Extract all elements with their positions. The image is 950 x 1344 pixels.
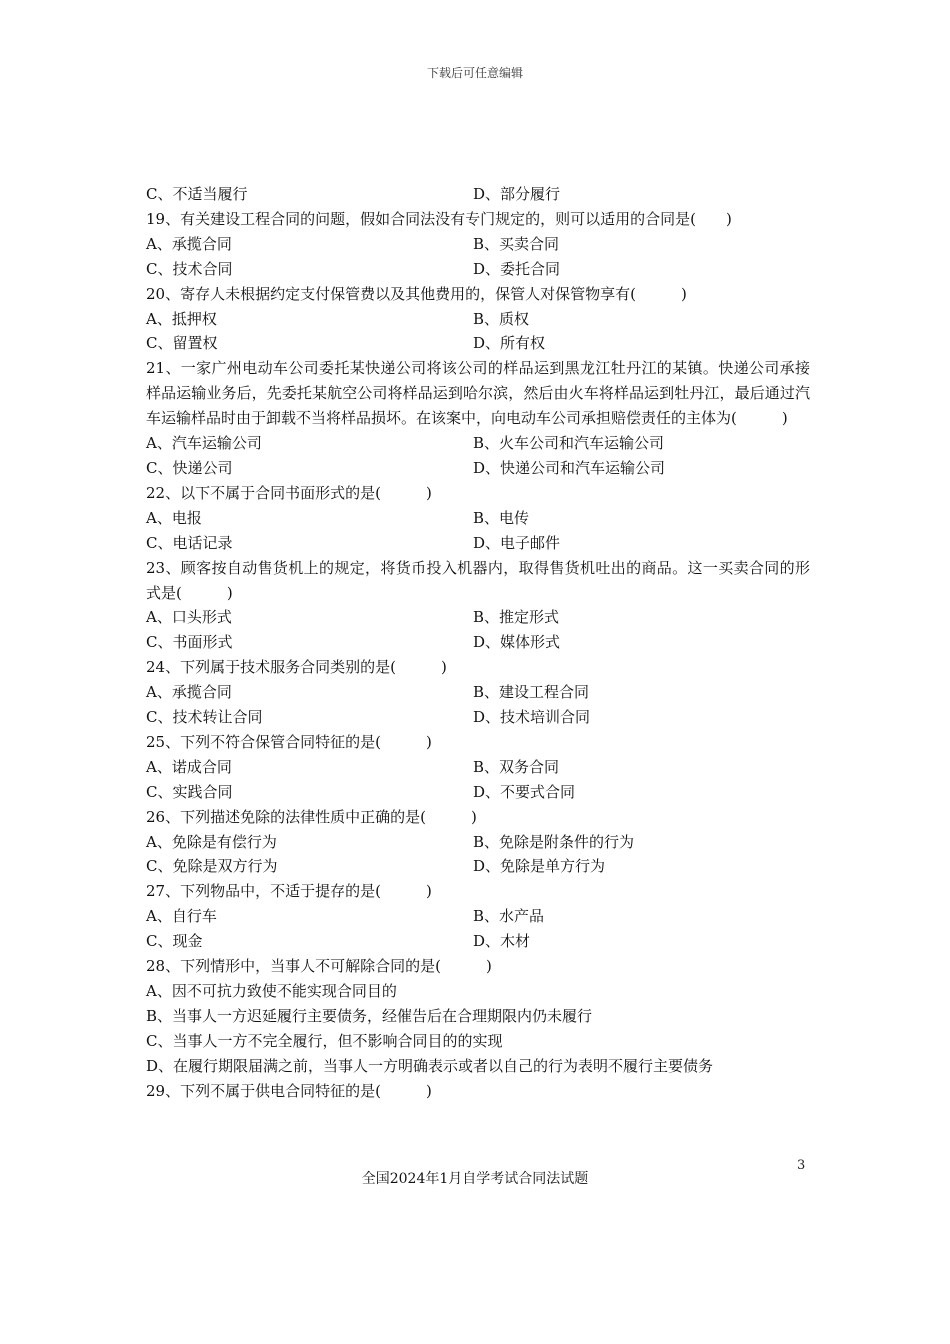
answer-option: C、技术转让合同 (146, 708, 263, 727)
header-note: 下载后可任意编辑 (426, 66, 523, 80)
answer-option: C、技术合同 (146, 259, 233, 278)
option-row (146, 456, 810, 481)
answer-option: B、水产品 (473, 907, 545, 926)
answer-option: D、木材 (473, 932, 531, 951)
option-row (146, 506, 810, 531)
question-text: 20、寄存人未根据约定支付保管费以及其他费用的，保管人对保管物享有( ) (146, 284, 687, 303)
answer-option: D、快递公司和汽车运输公司 (473, 458, 666, 477)
answer-option: A、电报 (146, 508, 202, 527)
answer-option: A、承揽合同 (146, 683, 232, 702)
answer-option: B、火车公司和汽车运输公司 (473, 434, 665, 453)
option-row (146, 257, 810, 282)
option-row (146, 705, 810, 730)
question-text: 26、下列描述免除的法律性质中正确的是( ) (146, 807, 477, 826)
answer-option: A、承揽合同 (146, 234, 232, 253)
answer-option: B、免除是附条件的行为 (473, 832, 635, 851)
answer-option: B、建设工程合同 (473, 683, 590, 702)
exam-questions (146, 182, 810, 1104)
question-text: 27、下列物品中，不适于提存的是( ) (146, 882, 432, 901)
answer-option: C、实践合同 (146, 782, 233, 801)
answer-option: A、口头形式 (146, 608, 232, 627)
answer-option: A、汽车运输公司 (146, 434, 262, 453)
question-text: 22、以下不属于合同书面形式的是( ) (146, 483, 432, 502)
option-row (146, 182, 810, 207)
answer-option: B、质权 (473, 309, 530, 328)
answer-option: B、买卖合同 (473, 234, 560, 253)
option-row (146, 630, 810, 655)
answer-option: B、推定形式 (473, 608, 560, 627)
option-row (146, 904, 810, 929)
option-row (146, 680, 810, 705)
answer-option: D、所有权 (473, 334, 546, 353)
answer-option: C、电话记录 (146, 533, 233, 552)
answer-option: A、因不可抗力致使不能实现合同目的 (146, 982, 397, 1000)
option-row (146, 929, 810, 954)
question-text: 29、下列不属于供电合同特征的是( ) (146, 1081, 432, 1100)
question-text: 24、下列属于技术服务合同类别的是( ) (146, 658, 447, 677)
option-row (146, 307, 810, 332)
answer-option: D、媒体形式 (473, 633, 561, 652)
answer-option: B、双务合同 (473, 757, 560, 776)
answer-option: D、技术培训合同 (473, 708, 591, 727)
answer-option: D、部分履行 (473, 185, 561, 203)
option-row (146, 605, 810, 630)
answer-option: D、在履行期限届满之前，当事人一方明确表示或者以自己的行为表明不履行主要债务 (146, 1056, 714, 1075)
question-text: 28、下列情形中，当事人不可解除合同的是( ) (146, 957, 492, 976)
answer-option: C、留置权 (146, 334, 218, 353)
option-row (146, 755, 810, 780)
question-text: 21、一家广州电动车公司委托某快递公司将该公司的样品运到黑龙江牡丹江的某镇。快递公司承接样品运输业务后，先委托某航空公司将样品运到哈尔滨，然后由火车将样品运到牡丹江，最后通过汽车运输样品时由于卸载不当将样品损坏。在该案中，向电动车公司承担赔偿责任的主体为( ) (146, 359, 810, 428)
option-row (146, 854, 810, 879)
answer-option: C、快递公司 (146, 458, 233, 477)
answer-option: C、现金 (146, 932, 203, 951)
option-row (146, 780, 810, 805)
option-row (146, 232, 810, 257)
answer-option: A、抵押权 (146, 309, 217, 328)
answer-option: D、电子邮件 (473, 533, 561, 552)
answer-option: D、免除是单方行为 (473, 857, 606, 876)
answer-option: D、不要式合同 (473, 782, 576, 801)
page-number: 3 (797, 1158, 806, 1173)
answer-option: B、电传 (473, 508, 530, 527)
answer-option: C、免除是双方行为 (146, 857, 278, 876)
answer-option: A、自行车 (146, 907, 217, 926)
answer-option: C、书面形式 (146, 633, 233, 652)
answer-option: B、当事人一方迟延履行主要债务，经催告后在合理期限内仍未履行 (146, 1006, 593, 1025)
option-row (146, 431, 810, 456)
option-row (146, 531, 810, 556)
option-row (146, 331, 810, 356)
option-row (146, 830, 810, 855)
question-text: 23、顾客按自动售货机上的规定，将货币投入机器内，取得售货机吐出的商品。这一买卖合同的形式是( ) (146, 558, 810, 602)
question-text: 25、下列不符合保管合同特征的是( ) (146, 732, 432, 751)
answer-option: A、免除是有偿行为 (146, 832, 277, 851)
question-text: 19、有关建设工程合同的问题，假如合同法没有专门规定的，则可以适用的合同是( ) (146, 209, 732, 228)
answer-option: A、诺成合同 (146, 757, 232, 776)
answer-option: C、不适当履行 (146, 185, 248, 203)
answer-option: C、当事人一方不完全履行，但不影响合同目的的实现 (146, 1031, 503, 1050)
answer-option: D、委托合同 (473, 259, 561, 278)
footer-title: 全国2024年1月自学考试合同法试题 (361, 1171, 589, 1187)
